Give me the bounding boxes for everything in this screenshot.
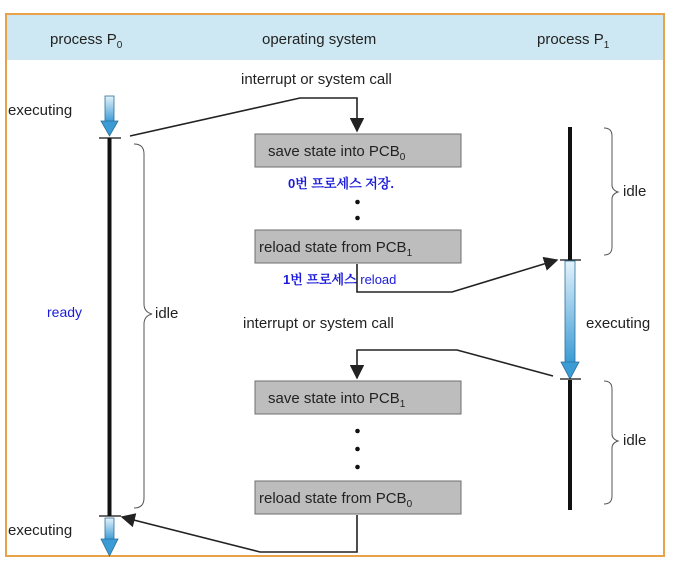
save-note: 0번 프로세스 저장. [288, 176, 394, 191]
save-pcb1-text: save state into $PCB_1$ [268, 390, 406, 410]
ellipsis-dot [355, 465, 360, 470]
ellipsis-dot [355, 429, 360, 434]
header-process1: process $P_1$ [537, 31, 610, 51]
header-os: operating system [262, 31, 377, 48]
header-process0: process $P_0$ [50, 31, 123, 51]
p0-idle-label: idle [155, 305, 179, 322]
p1-executing-label: executing [586, 315, 651, 332]
p0-exec-arrow-bottom-shaft [105, 518, 114, 540]
p1-idle-label-bottom: idle [623, 432, 647, 449]
p0-executing-top: executing [8, 102, 73, 119]
ellipsis-dot [355, 200, 360, 205]
reload-pcb1-text: reload state from $PCB_1$ [259, 239, 413, 259]
reload-note: 1번 프로세스 reload [283, 272, 397, 287]
p1-exec-arrow-shaft [565, 261, 575, 363]
ellipsis-dot [355, 216, 360, 221]
p0-ready-label: ready [47, 304, 83, 320]
interrupt-label-top: interrupt or system call [241, 71, 392, 88]
reload-pcb0-text: reload state from $PCB_0$ [259, 490, 413, 510]
p0-exec-arrow-top-shaft [105, 96, 114, 122]
p1-idle-label-top: idle [623, 183, 647, 200]
ellipsis-dot [355, 447, 360, 452]
interrupt-label-mid: interrupt or system call [243, 315, 394, 332]
p0-executing-bottom: executing [8, 522, 73, 539]
save-pcb0-text: save state into $PCB_0$ [268, 143, 406, 163]
